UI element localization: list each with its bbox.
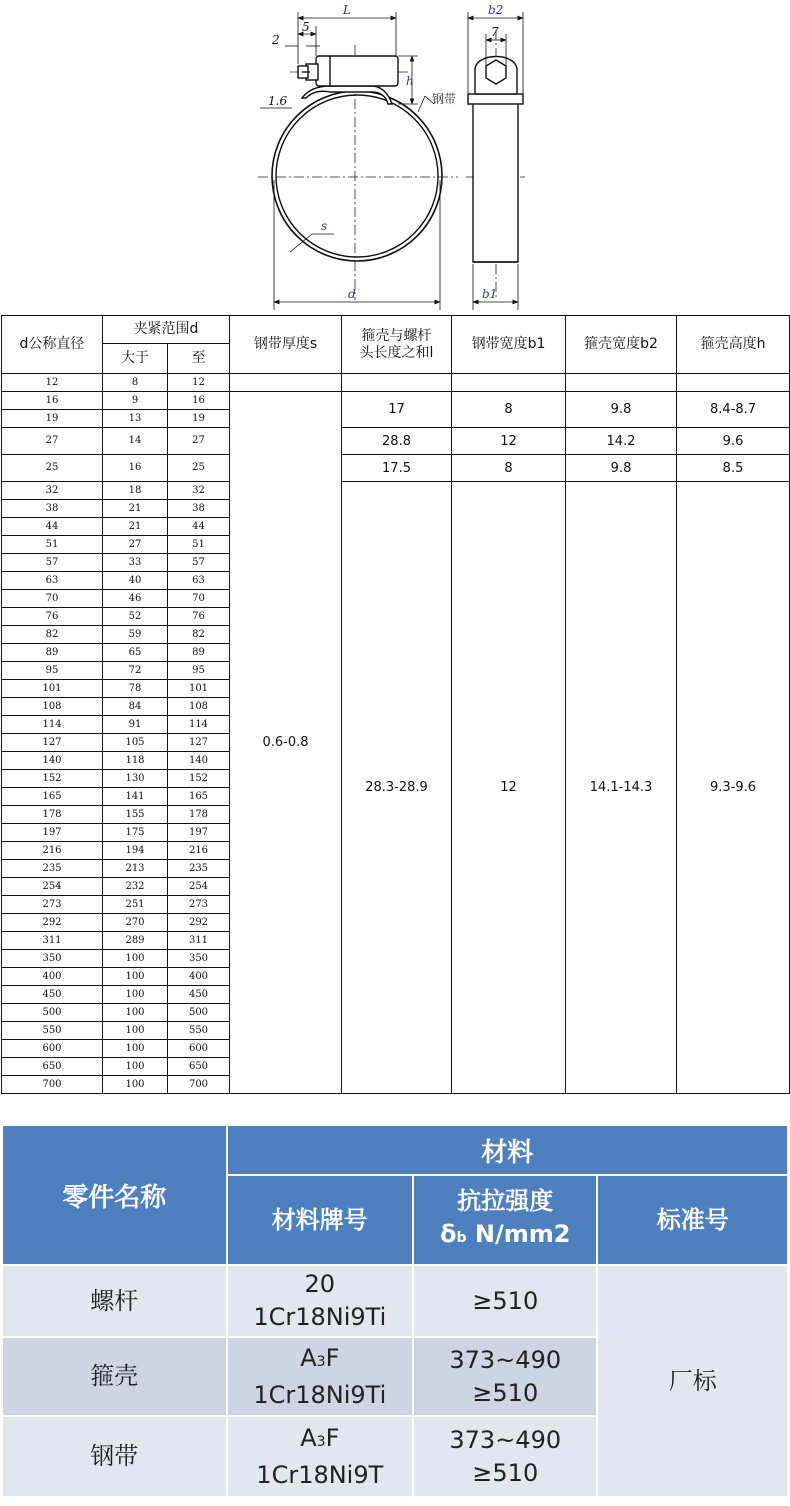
cell-d-nominal: 500 [2,1004,103,1022]
cell-thickness: 0.6-0.8 [230,392,342,1094]
cell-range-to: 152 [168,770,230,788]
cell-range-from: 100 [103,950,168,968]
grade-screw-line2: 1Cr18Ni9Ti [253,1303,387,1331]
strength-band [414,1417,596,1496]
cell-group-1-l: 28.8 [342,428,452,455]
header-tensile-line2 [414,1218,596,1255]
cell-blank [566,374,677,392]
cell-range-from: 194 [103,842,168,860]
cell-range-to: 254 [168,878,230,896]
cell-range-to: 89 [168,644,230,662]
cell-range-from: 27 [103,536,168,554]
cell-range-from: 13 [103,410,168,428]
material-table [1,1124,789,1498]
cell-range-to: 70 [168,590,230,608]
cell-range-from: 100 [103,1004,168,1022]
grade-shell-sub: 3 [316,1353,326,1370]
cell-range-from: 8 [103,374,168,392]
cell-group-0-h: 8.4-8.7 [677,392,790,428]
cell-range-to: 44 [168,518,230,536]
header-tensile-line1: 抗拉强度 [457,1187,554,1215]
dim-b2-label: b2 [488,3,504,17]
cell-range-from: 232 [103,878,168,896]
dim-2-label: 2 [272,33,280,47]
cell-d-nominal: 311 [2,932,103,950]
cell-group-3-h: 9.3-9.6 [677,482,790,1094]
header-length-sum-line2: 头长度之和l [359,344,434,361]
hose-clamp-drawing [0,0,790,315]
cell-d-nominal: 19 [2,410,103,428]
grade-band-sub: 3 [316,1433,326,1450]
cell-d-nominal: 12 [2,374,103,392]
cell-d-nominal: 550 [2,1022,103,1040]
cell-range-to: 165 [168,788,230,806]
dim-L-label: L [343,3,351,17]
cell-range-from: 52 [103,608,168,626]
cell-range-to: 76 [168,608,230,626]
cell-d-nominal: 273 [2,896,103,914]
header-tensile [414,1176,596,1264]
cell-range-from: 100 [103,1040,168,1058]
cell-range-to: 700 [168,1076,230,1094]
cell-d-nominal: 400 [2,968,103,986]
cell-range-to: 292 [168,914,230,932]
cell-group-1-b2: 14.2 [566,428,677,455]
cell-group-3-b2: 14.1-14.3 [566,482,677,1094]
cell-range-to: 16 [168,392,230,410]
dim-h-label: h [406,74,414,88]
header-clamp-range: 夹紧范围d [103,316,230,344]
cell-range-from: 72 [103,662,168,680]
grade-screw [228,1266,412,1336]
cell-range-to: 95 [168,662,230,680]
cell-range-from: 155 [103,806,168,824]
cell-d-nominal: 197 [2,824,103,842]
dim-7-label: 7 [491,25,499,39]
cell-d-nominal: 292 [2,914,103,932]
cell-range-to: 25 [168,455,230,482]
table-row [2,428,790,455]
grade-band-main: A [300,1423,317,1452]
cell-d-nominal: 127 [2,734,103,752]
cell-group-0-b2: 9.8 [566,392,677,428]
cell-range-to: 82 [168,626,230,644]
clamp-side-view [468,57,523,263]
cell-range-from: 270 [103,914,168,932]
strength-shell-line1: 373~490 [449,1345,562,1374]
cell-range-from: 9 [103,392,168,410]
header-length-sum [342,316,452,374]
cell-d-nominal: 600 [2,1040,103,1058]
cell-range-to: 216 [168,842,230,860]
cell-range-from: 40 [103,572,168,590]
header-greater: 大于 [103,344,168,374]
spec-table-body [2,316,790,1094]
cell-range-to: 450 [168,986,230,1004]
cell-d-nominal: 57 [2,554,103,572]
cell-range-from: 105 [103,734,168,752]
cell-d-nominal: 650 [2,1058,103,1076]
cell-range-from: 100 [103,986,168,1004]
cell-range-to: 108 [168,698,230,716]
part-name-screw: 螺杆 [3,1266,226,1336]
cell-range-to: 235 [168,860,230,878]
cell-d-nominal: 216 [2,842,103,860]
cell-range-from: 100 [103,968,168,986]
cell-group-0-b1: 8 [452,392,566,428]
clamp-housing [298,56,398,104]
dim-d-label: d [348,287,356,301]
cell-d-nominal: 700 [2,1076,103,1094]
header-material: 材料 [228,1126,787,1174]
standard-value: 厂标 [598,1266,787,1496]
cell-range-to: 600 [168,1040,230,1058]
cell-blank [342,374,452,392]
header-d-nominal: d公称直径 [2,316,103,374]
cell-d-nominal: 235 [2,860,103,878]
band-label: 钢带 [432,92,457,106]
cell-range-to: 178 [168,806,230,824]
grade-shell-line1 [228,1342,412,1379]
cell-range-from: 18 [103,482,168,500]
grade-band-end: F [325,1423,340,1452]
cell-range-from: 65 [103,644,168,662]
tensile-symbol: δ [440,1220,457,1248]
cell-range-to: 127 [168,734,230,752]
cell-blank [230,374,342,392]
cell-d-nominal: 95 [2,662,103,680]
header-shell-height: 箍壳高度h [677,316,790,374]
cell-range-from: 141 [103,788,168,806]
cell-d-nominal: 165 [2,788,103,806]
grade-shell-end: F [325,1343,340,1372]
cell-group-3-b1: 12 [452,482,566,1094]
cell-d-nominal: 350 [2,950,103,968]
cell-group-2-b2: 9.8 [566,455,677,482]
cell-d-nominal: 76 [2,608,103,626]
grade-shell-main: A [300,1343,317,1372]
cell-range-from: 33 [103,554,168,572]
cell-range-to: 19 [168,410,230,428]
cell-range-from: 251 [103,896,168,914]
band-ring [272,91,442,261]
cell-range-to: 63 [168,572,230,590]
cell-d-nominal: 27 [2,428,103,455]
cell-d-nominal: 63 [2,572,103,590]
cell-range-from: 14 [103,428,168,455]
dim-1-6-label: 1.6 [268,94,288,108]
table-row [2,374,790,392]
cell-blank [677,374,790,392]
table-row [2,392,790,410]
cell-d-nominal: 114 [2,716,103,734]
strength-screw: ≥510 [414,1266,596,1336]
cell-range-to: 101 [168,680,230,698]
cell-d-nominal: 101 [2,680,103,698]
cell-group-1-b1: 12 [452,428,566,455]
cell-range-from: 118 [103,752,168,770]
cell-range-to: 400 [168,968,230,986]
drawing-svg [0,0,790,315]
cell-group-2-h: 8.5 [677,455,790,482]
cell-range-from: 100 [103,1058,168,1076]
cell-range-from: 46 [103,590,168,608]
dim-5-label: 5 [302,20,310,34]
part-name-shell: 箍壳 [3,1338,226,1415]
grade-screw-line1: 20 [304,1270,336,1298]
cell-range-from: 59 [103,626,168,644]
header-part-name: 零件名称 [3,1126,226,1264]
cell-group-3-l: 28.3-28.9 [342,482,452,1094]
header-standard: 标准号 [598,1176,787,1264]
cell-range-to: 550 [168,1022,230,1040]
cell-range-to: 51 [168,536,230,554]
dim-b1-label: b1 [482,287,498,301]
cell-range-to: 500 [168,1004,230,1022]
grade-shell [228,1338,412,1415]
strength-band-line1: 373~490 [449,1425,562,1454]
header-thickness: 钢带厚度s [230,316,342,374]
cell-range-from: 289 [103,932,168,950]
cell-d-nominal: 70 [2,590,103,608]
cell-d-nominal: 82 [2,626,103,644]
cell-range-to: 140 [168,752,230,770]
cell-range-to: 114 [168,716,230,734]
specification-table [1,315,790,1094]
cell-d-nominal: 38 [2,500,103,518]
cell-d-nominal: 140 [2,752,103,770]
cell-range-to: 12 [168,374,230,392]
cell-d-nominal: 25 [2,455,103,482]
cell-range-from: 84 [103,698,168,716]
cell-d-nominal: 108 [2,698,103,716]
cell-range-to: 197 [168,824,230,842]
header-length-sum-line1: 箍壳与螺杆 [361,327,432,344]
strength-shell-line2: ≥510 [472,1378,539,1407]
grade-band-line1 [228,1422,412,1459]
cell-range-to: 27 [168,428,230,455]
cell-d-nominal: 152 [2,770,103,788]
cell-range-from: 91 [103,716,168,734]
cell-d-nominal: 51 [2,536,103,554]
cell-d-nominal: 16 [2,392,103,410]
header-grade: 材料牌号 [228,1176,412,1264]
grade-shell-line2: 1Cr18Ni9Ti [253,1380,387,1409]
tensile-unit: N/mm2 [466,1220,571,1248]
cell-group-1-h: 9.6 [677,428,790,455]
cell-range-to: 273 [168,896,230,914]
cell-range-to: 38 [168,500,230,518]
cell-range-from: 130 [103,770,168,788]
dim-s-label: s [321,219,328,233]
cell-group-0-l: 17 [342,392,452,428]
cell-d-nominal: 44 [2,518,103,536]
header-up-to: 至 [168,344,230,374]
cell-range-from: 16 [103,455,168,482]
cell-d-nominal: 178 [2,806,103,824]
cell-range-to: 650 [168,1058,230,1076]
cell-range-from: 175 [103,824,168,842]
strength-shell [414,1338,596,1415]
tensile-subscript: b [456,1230,467,1246]
strength-band-line2: ≥510 [472,1458,539,1487]
cell-d-nominal: 254 [2,878,103,896]
cell-group-2-l: 17.5 [342,455,452,482]
cell-range-from: 213 [103,860,168,878]
cell-d-nominal: 450 [2,986,103,1004]
grade-band-line2: 1Cr18Ni9T [256,1460,384,1489]
cell-range-from: 21 [103,518,168,536]
header-band-width: 钢带宽度b1 [452,316,566,374]
cell-range-from: 100 [103,1076,168,1094]
cell-range-to: 32 [168,482,230,500]
part-name-band: 钢带 [3,1417,226,1496]
header-shell-width: 箍壳宽度b2 [566,316,677,374]
table-row [2,455,790,482]
cell-range-from: 78 [103,680,168,698]
cell-blank [452,374,566,392]
cell-range-from: 100 [103,1022,168,1040]
cell-range-to: 311 [168,932,230,950]
table-row [2,482,790,500]
cell-d-nominal: 89 [2,644,103,662]
cell-range-from: 21 [103,500,168,518]
cell-group-2-b1: 8 [452,455,566,482]
grade-band [228,1417,412,1496]
cell-d-nominal: 32 [2,482,103,500]
cell-range-to: 57 [168,554,230,572]
cell-range-to: 350 [168,950,230,968]
